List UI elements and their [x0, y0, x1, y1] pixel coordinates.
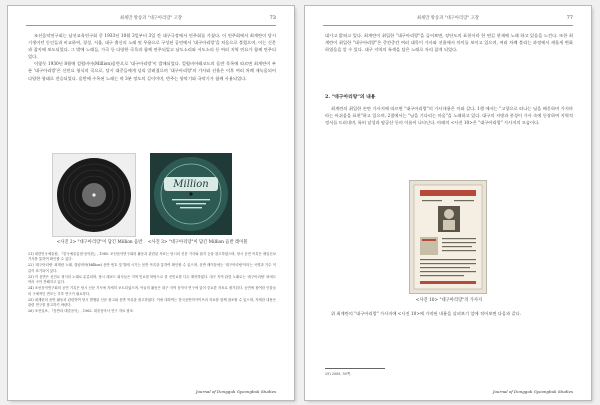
record-label-photo: [150, 153, 232, 235]
photo-10-caption: <사진 10> "대구아리랑"의 가사지: [415, 298, 483, 303]
footnotes: [325, 372, 573, 378]
footnote: 22) '대구아리랑' 최계란 노래, 컬럼비아(Million) 음반 번호 및 발매 시기는 음반 목록을 통하여 확인할 수 있으며, 음반 레이블에는 '대구아리랑'이라는 곡명과 가수 이름이 표기되어 있다.: [28, 263, 276, 273]
footnote: 23) 이 음반은 신민요 형식의 노래로 분류되며, 당시 레코드 회사들은 지역 민요를 바탕으로 한 신민요를 다수 제작하였다. 대구 지역 관련 노래로는 '대구아리랑' 외에도 여러 곡이 전해지고 있다.: [28, 274, 276, 285]
lyric-sheet-icon: [410, 181, 486, 293]
paragraph: 최계란의 취입한 손만 가사지에 따르면 "대구아리랑"의 가사내용은 이와 같다. 1행 에서는 "고향으로 떠나는 님을 배웅하며 가지마라는 아쉬움을 표현"하고 있으며, 2절에서는 "님을 기다리는 마음"을 노래하고 있다. 대구의 지명과 풍경이 가사 속에 등장하여 지역적 정서를 드러내며, 특히 달성과 팔공산 등의 이름이 나타난다. 아래의 <사진 10>은 "대구아리랑" 가사지의 모습이다.: [325, 107, 573, 127]
footnote: 29) 2009, 50쪽.: [325, 372, 352, 376]
intro-text: [325, 33, 573, 54]
running-title: 최세만 방송과 "대구아리랑" 고찰: [416, 16, 479, 21]
vinyl-record-icon: [53, 154, 135, 236]
paragraph: 이렇듯 1930년 8월에 컬럼비아(Million)음반으로 '대구아리랑'이 발매되었다. 컬럼비아레코드의 음반 목록에 따르면 최계란이 부른 '대구아리랑'은 신민요 형식의 곡으로, 당시 대중들에게 널리 알려졌으며 '대구아리랑'의 가사와 선율은 이후 여러 차례 재녹음되어 다양한 형태로 전승되었다. 음반에 수록된 노래는 약 3분 정도의 길이이며, 반주는 양악기와 국악기가 함께 사용되었다.: [28, 62, 276, 82]
running-title: 최세만 방송과 "대구아리랑" 고찰: [119, 16, 182, 21]
photo-3-caption: <사진 3> "대구아리랑"이 담긴 Million 음반 레이블: [147, 240, 248, 245]
footnote: 25) 최계란의 음반 활동과 관련하여 당시 발행된 신문 광고와 음반 목록을 참고하였다. 이에 대하여는 한국음반아카이브의 자료를 함께 참조할 수 있으며, 자세한 내용은 관련 연구를 참고하기 바란다.: [28, 297, 276, 308]
record-photo: [52, 153, 136, 237]
right-page: [305, 6, 591, 400]
paragraph: 조선음악연구회는 남선교육연구회 중 1933년 10월 3일부터 3일 간 대구극장에서 연주회를 가졌다. 이 연주회에서 최계란이 당시 기생이던 동인들과 비교하여, 경성, 서울, 대구 출신의 노래 및 무용으로 구성된 공연에서 '대구아리랑'을 처음으로 불렀으며, 이는 신문과 잡지에 보도되었다. 그 밖에 노래들, 가곡 등 다양한 곡목과 함께 연주되었고 남도소리와 서도소리 등 여러 지역 민요가 함께 연주되었다.: [28, 34, 276, 61]
left-page: [8, 6, 294, 400]
header-rule: [323, 25, 573, 26]
footnote: 26) 조선일보, 『음반과 대중음악』, 1962. 대중음악사 연구 자료 참조.: [28, 309, 135, 314]
photo-2-caption: <사진 2> "대구아리랑"이 담긴 Million 음반: [56, 240, 143, 245]
section-text: [325, 106, 573, 127]
paragraph: 대가고 밝혀고 있다. 최계란이 취입한 "대구아리랑"을 들어보면, 장단도의 표현이라 한 면길 현재에 노래 하고 있음을 느낀다. 또한 최계란이 취입한 "대구아리랑"은 중간중간 여러 대목이 가사와 선율에서 차이를 보이고 있으며, 여러 차례 불리는 과정에서 새롭게 변화하였음을 알 수 있다. 대구 지역의 특색을 담은 노래로 자리 잡게 되었다.: [325, 34, 573, 54]
journal-name: Journal of Dongguk Gyeongbuk Studies: [492, 389, 573, 394]
paragraph: 위 최계란의 "대구아리랑" 가사지에 <사진 10>에 가작된 내용을 살펴보기 앞에 적어보면 다음과 같다.: [331, 312, 522, 317]
image-captions: [28, 239, 276, 245]
closing-text: [325, 311, 573, 318]
lyric-sheet-photo: [409, 180, 487, 294]
body-text: [28, 33, 276, 83]
footnote-rule: [325, 368, 385, 369]
label-brand-text: Million: [173, 179, 209, 190]
record-label-icon: [150, 153, 232, 235]
page-number: 77: [566, 15, 573, 21]
journal-name: Journal of Dongguk Gyeongbuk Studies: [195, 389, 276, 394]
footnotes: [28, 252, 276, 315]
header-rule: [26, 25, 276, 26]
page-number: 73: [269, 15, 276, 21]
footnote: 24) 조선음악연구회의 공연 기록은 당시 신문 기사에 자세히 보도되었으며, 이들의 활동은 대구 지역 음악사 연구에 있어 중요한 자료로 평가된다. 공연에 참여한 인물들의 구체적인 면모는 추후 연구가 필요하다.: [28, 286, 276, 296]
section-title: 2. "대구아리랑"의 내용: [325, 94, 376, 100]
footnote: 21) 대한민국예술원, 『한국예술총집-음악편』, 1985. 조선음악연구회의 활동과 관련된 자료는 당시의 신문 기사와 잡지 등을 참고하였으며, 당시 공연 목록은 매일신보 기사를 통하여 확인할 수 있다.: [28, 252, 276, 262]
